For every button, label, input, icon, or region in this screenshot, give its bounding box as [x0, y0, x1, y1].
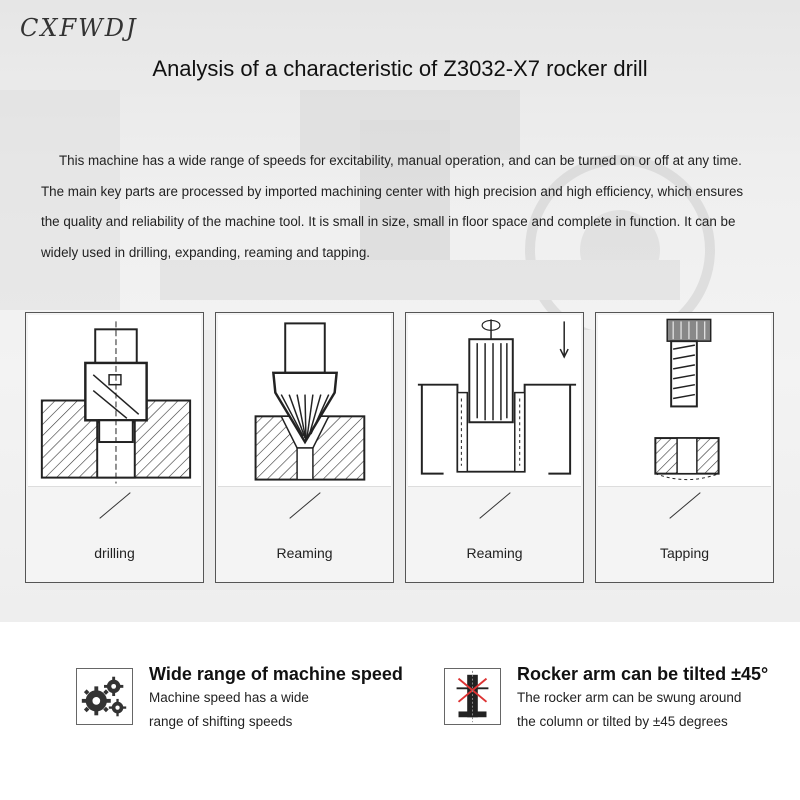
tapping-diagram-icon	[598, 315, 771, 487]
operation-card-reaming-countersink	[215, 312, 394, 583]
feature-title: Rocker arm can be tilted ±45°	[517, 664, 769, 684]
feature-description-line: Machine speed has a wide	[149, 690, 309, 705]
separator-mark	[669, 492, 700, 518]
separator-mark	[479, 492, 510, 518]
reaming-bore-diagram-icon	[408, 315, 581, 487]
separator-mark	[289, 492, 320, 518]
intro-paragraph	[41, 146, 781, 268]
feature-description-line: The rocker arm can be swung around	[517, 690, 742, 705]
operation-label: Tapping	[659, 545, 710, 561]
operation-card-drilling	[25, 312, 204, 583]
feature-description-line: range of shifting speeds	[149, 714, 293, 729]
intro-line: This machine has a wide range of speeds for excitability, manual operation, and can be turned on or off at any time.	[59, 153, 742, 168]
operation-label: Reaming	[466, 545, 523, 561]
gears-icon	[76, 668, 133, 725]
separator-mark	[99, 492, 130, 518]
operation-label: Reaming	[276, 545, 333, 561]
tilt-arm-icon	[444, 668, 501, 725]
operation-card-reaming-bore	[405, 312, 584, 583]
page-title: Analysis of a characteristic of Z3032-X7 rocker drill	[152, 56, 648, 81]
reaming-countersink-diagram-icon	[218, 315, 391, 487]
brand-logo: CXFWDJ	[20, 14, 138, 42]
feature-description-line: the column or tilted by ±45 degrees	[517, 714, 728, 729]
operation-card-tapping	[595, 312, 774, 583]
feature-title: Wide range of machine speed	[149, 664, 403, 684]
drilling-diagram-icon	[28, 315, 201, 487]
intro-line: the quality and reliability of the machine tool. It is small in size, small in floor space and complete in function. It can be	[41, 214, 736, 229]
intro-line: The main key parts are processed by imported machining center with high precision and high efficiency, which ensures	[41, 183, 744, 199]
intro-line: widely used in drilling, expanding, reaming and tapping.	[41, 244, 371, 260]
operation-label: drilling	[94, 545, 135, 561]
